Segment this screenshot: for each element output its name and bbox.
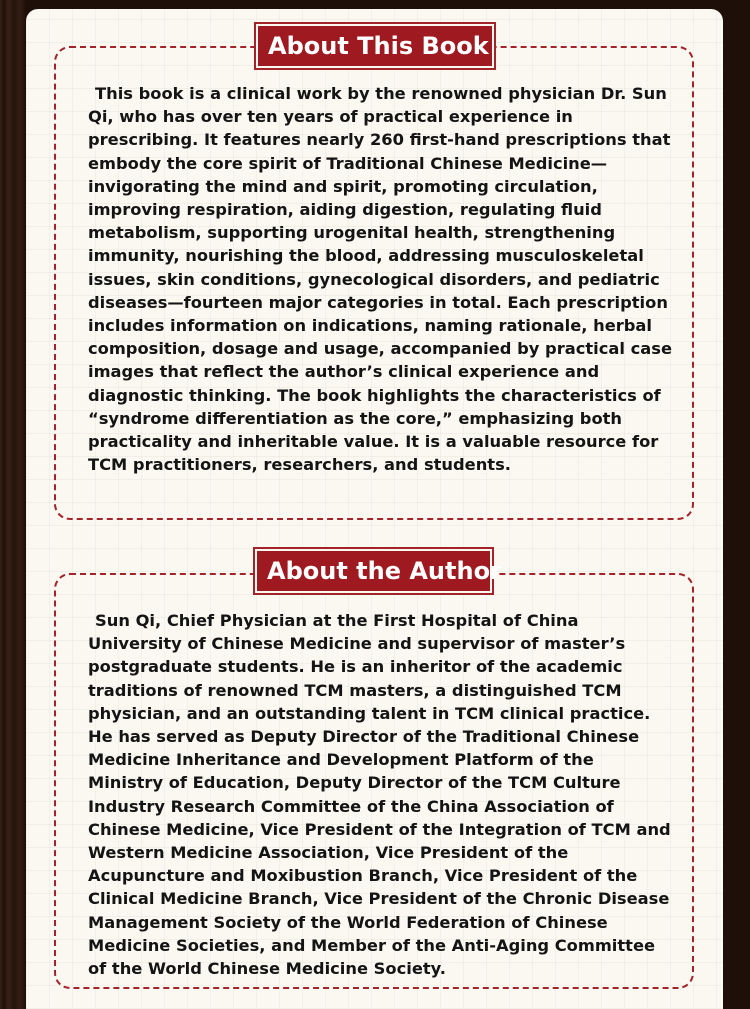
about-author-heading-box [253, 547, 502, 595]
about-book-text: This book is a clinical work by the renowned physician Dr. Sun Qi, who has over ten years of practical experience in prescribing. It features nearly 260 first-hand prescriptions that embody the core spirit of Traditional Chinese Medicine—invigorating the mind and spirit, promoting circulation, improving respiration, aiding digestion, regulating fluid metabolism, supporting urogenital health, strengthening immunity, nourishing the blood, addressing musculoskeletal issues, skin conditions, gynecological disorders, and pediatric diseases—fourteen major categories in total. Each prescription includes information on indications, naming rationale, herbal composition, dosage and usage, accompanied by practical case images that reflect the author’s clinical experience and diagnostic thinking. The book highlights the characteristics of “syndrome differentiation as the core,” emphasizing both practicality and inheritable value. It is a valuable resource for TCM practitioners, researchers, and students. [88, 84, 673, 475]
about-book-heading-box [254, 22, 496, 70]
about-book-heading: About This Book [258, 26, 492, 66]
about-author-text: Sun Qi, Chief Physician at the First Hospital of China University of Chinese Medicine and supervisor of master’s postgraduate students. He is an inheritor of the academic traditions of renowned TCM masters, a distinguished TCM physician, and an outstanding talent in TCM clinical practice. He has served as Deputy Director of the Traditional Chinese Medicine Inheritance and Development Platform of the Ministry of Education, Deputy Director of the TCM Culture Industry Research Committee of the China Association of Chinese Medicine, Vice President of the Integration of TCM and Western Medicine Association, Vice President of the Acupuncture and Moxibustion Branch, Vice President of the Clinical Medicine Branch, Vice President of the Chronic Disease Management Society of the World Federation of Chinese Medicine Societies, and Member of the Anti-Aging Committee of the World Chinese Medicine Society. [88, 611, 671, 979]
about-author-heading: About the Author [257, 551, 490, 591]
